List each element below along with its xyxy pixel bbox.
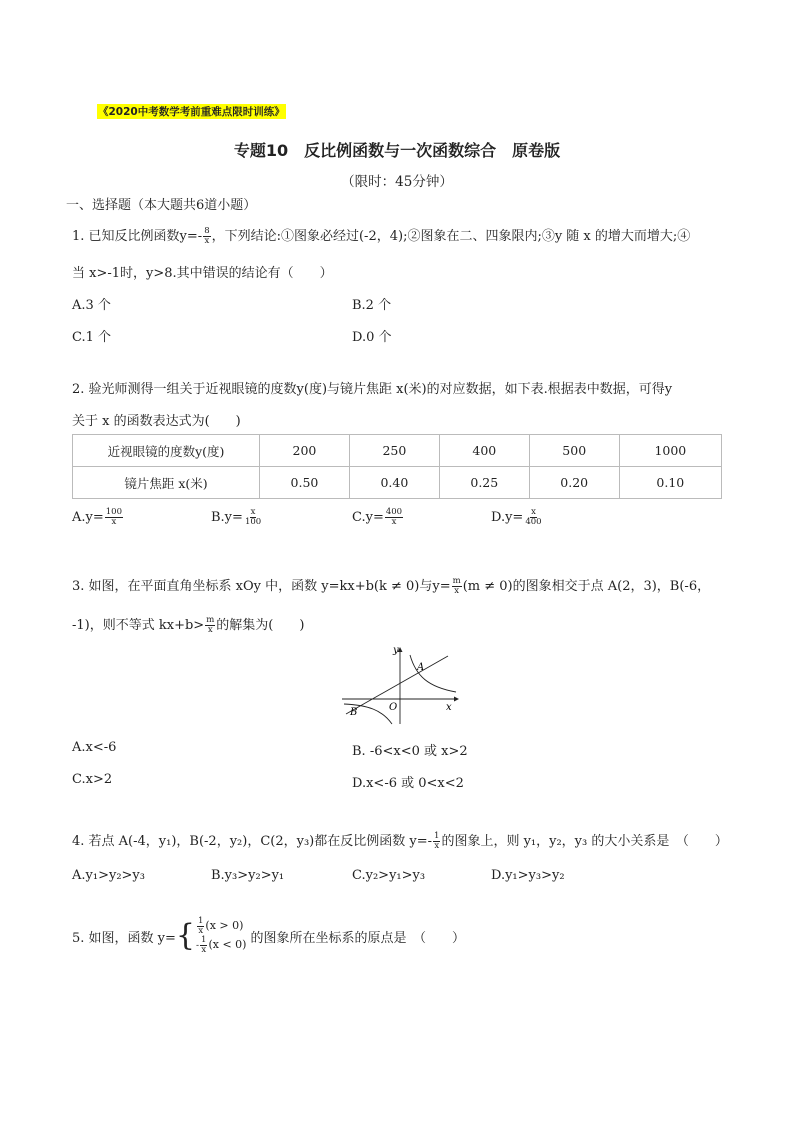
table-cell: 0.40 <box>349 467 439 499</box>
q2-option-b: B.y= $\frac{x}{100}$ <box>211 507 262 527</box>
q1-option-a: A.3 个 <box>72 298 111 313</box>
q4-option-a: A.y₁>y₂>y₃ <box>72 868 145 883</box>
point-b-label: B <box>350 707 358 718</box>
q3-graph <box>338 644 462 726</box>
q2-option-d: D.y= $\frac{x}{400}$ <box>491 507 542 527</box>
table-cell: 0.50 <box>260 467 350 499</box>
q2-data-table <box>72 434 722 499</box>
series-tag: 《2020中考数学考前重难点限时训练》 <box>98 106 285 118</box>
q4-option-b: B.y₃>y₂>y₁ <box>211 868 285 883</box>
q4-option-c: C.y₂>y₁>y₃ <box>352 868 426 883</box>
q1-line2: 当 x>-1时，y>8.其中错误的结论有（ ） <box>72 266 333 281</box>
time-limit: （限时：45分钟） <box>341 174 453 190</box>
table-cell: 近视眼镜的度数y(度) <box>73 435 260 467</box>
table-cell: 200 <box>260 435 350 467</box>
section-heading: 一、选择题（本大题共6道小题） <box>66 198 257 213</box>
table-cell: 0.20 <box>529 467 619 499</box>
q3-line1: 3. 如图，在平面直角坐标系 xOy 中，函数 y=kx+b(k ≠ 0)与y= $\frac{m}{x}$ (m ≠ 0)的图象相交于点 A(2，3)，B(-6， <box>72 576 711 596</box>
x-axis-label: x <box>446 702 452 713</box>
table-cell: 400 <box>439 435 529 467</box>
page-title: 专题10 反比例函数与一次函数综合 原卷版 <box>233 141 561 160</box>
table-row <box>73 467 722 499</box>
q1-line1: 1. 已知反比例函数y=- $\frac{8}{x}$ ，下列结论:①图象必经过(-2，4);②图象在二、四象限内;③y 随 x 的增大而增大;④ <box>72 226 691 246</box>
q3-line2: -1)，则不等式 kx+b> $\frac{m}{x}$ 的解集为( ) <box>72 615 305 635</box>
q2-option-c: C.y= $\frac{400}{x}$ <box>352 507 403 527</box>
q2-option-a: A.y= $\frac{100}{x}$ <box>72 507 122 527</box>
q4-option-d: D.y₁>y₃>y₂ <box>491 868 565 883</box>
q3-option-a: A.x<-6 <box>72 740 117 755</box>
q2-line2: 关于 x 的函数表达式为( ) <box>72 414 241 429</box>
origin-label: O <box>389 702 398 713</box>
q5-line1: 5. 如图，函数 y= { $\frac{1}{x}$ (x > 0) - $\frac{1}{x}$ (x < 0) 的图象所在坐标系的原点是 （ ） <box>72 916 465 955</box>
table-cell: 500 <box>529 435 619 467</box>
table-cell: 250 <box>349 435 439 467</box>
table-cell: 0.25 <box>439 467 529 499</box>
table-cell: 镜片焦距 x(米) <box>73 467 260 499</box>
q1-option-c: C.1 个 <box>72 330 112 345</box>
piecewise-brace: { <box>175 918 195 953</box>
q4-line1: 4. 若点 A(-4，y₁)，B(-2，y₂)，C(2，y₃)都在反比例函数 y=- $\frac{1}{x}$ 的图象上，则 y₁，y₂，y₃ 的大小关系是 （ ） <box>72 831 728 851</box>
x-axis-arrow <box>454 697 459 702</box>
q3-option-d: D.x<-6 或 0<x<2 <box>352 776 464 791</box>
q2-line1: 2. 验光师测得一组关于近视眼镜的度数y(度)与镜片焦距 x(米)的对应数据，如下表.根据表中数据，可得y <box>72 382 673 397</box>
q1-option-b: B.2 个 <box>352 298 392 313</box>
table-cell: 1000 <box>619 435 721 467</box>
table-row <box>73 435 722 467</box>
q3-option-b: B. -6<x<0 或 x>2 <box>352 744 468 759</box>
y-axis-label: y <box>393 645 399 656</box>
q3-option-c: C.x>2 <box>72 772 113 787</box>
piecewise-cases: $\frac{1}{x}$ (x > 0) - $\frac{1}{x}$ (x < 0) <box>196 916 247 955</box>
point-a-label: A <box>417 662 425 673</box>
q1-option-d: D.0 个 <box>352 330 392 345</box>
table-cell: 0.10 <box>619 467 721 499</box>
q1-fraction: $\frac{8}{x}$ <box>204 226 210 246</box>
